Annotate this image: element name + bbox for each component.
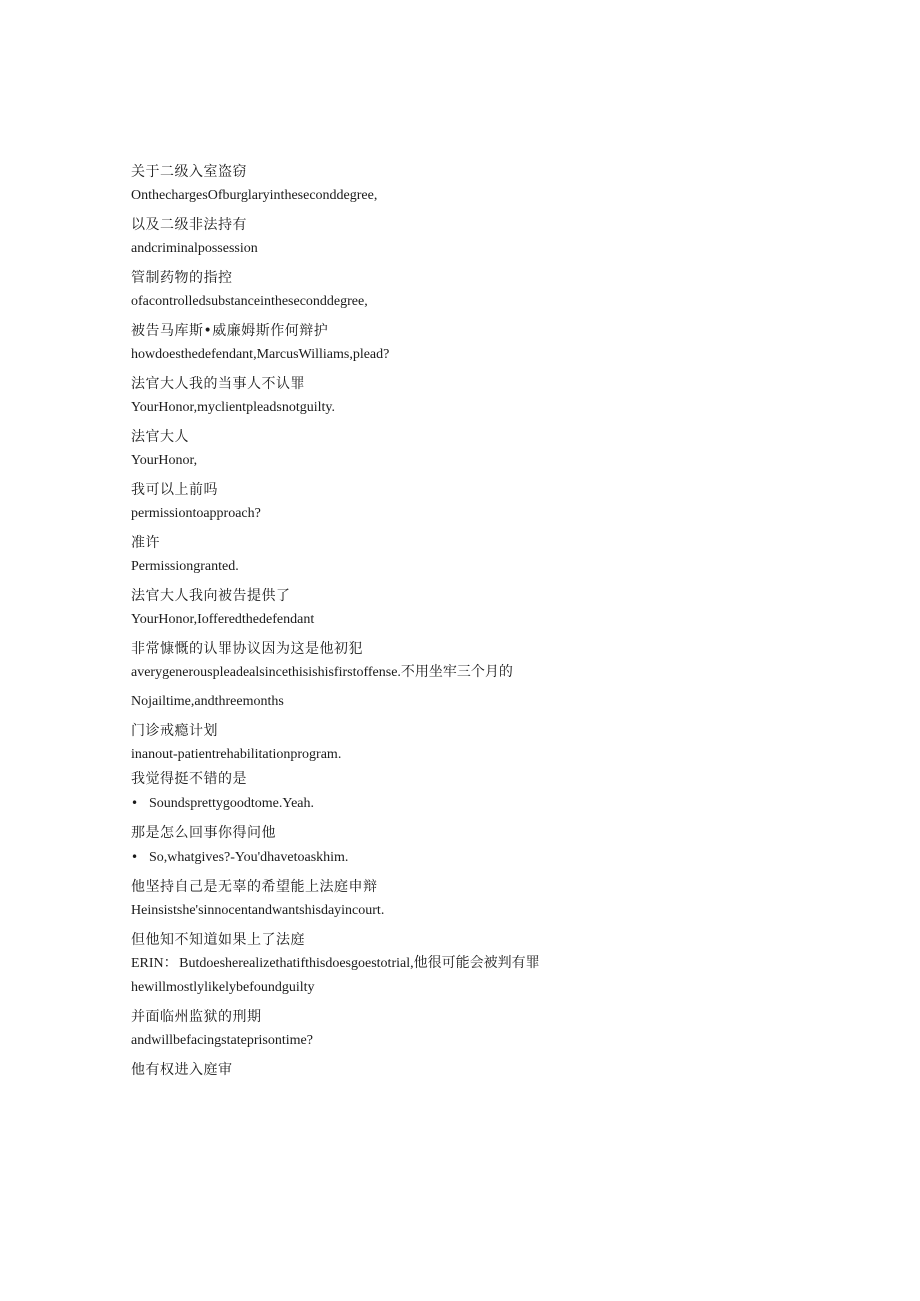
chinese-subtitle-line: 但他知不知道如果上了法庭 — [131, 932, 305, 948]
chinese-subtitle-line: 我觉得挺不错的是 — [131, 771, 247, 787]
english-subtitle-line: andcriminalpossession — [131, 241, 258, 256]
english-subtitle-line: howdoesthedefendant,MarcusWilliams,plead? — [131, 347, 390, 362]
english-subtitle-line: ofacontrolledsubstanceintheseconddegree, — [131, 294, 368, 309]
bullet-list-item — [131, 791, 571, 816]
chinese-subtitle-line: 被告马库斯•威廉姆斯作何辩护 — [131, 323, 329, 339]
bullet-icon: • — [131, 850, 139, 864]
english-subtitle-line: hewillmostlylikelybefoundguilty — [131, 980, 315, 995]
english-subtitle-line: ERIN： Butdoesherealizethatifthisdoesgoestotrial,他很可能会被判有罪 — [131, 956, 540, 971]
chinese-subtitle-line: 那是怎么回事你得问他 — [131, 825, 276, 841]
english-subtitle-line: andwillbefacingstateprisontime? — [131, 1033, 313, 1048]
english-subtitle-line: Heinsistshe'sinnocentandwantshisdayincourt. — [131, 903, 385, 918]
english-subtitle-line: Nojailtime,andthreemonths — [131, 694, 284, 709]
english-subtitle-line: inanout-patientrehabilitationprogram. — [131, 747, 342, 762]
english-subtitle-line: So,whatgives?-You'dhavetoaskhim. — [149, 850, 349, 865]
english-subtitle-line: averygenerouspleadealsincethisishisfirstoffense.不用坐牢三个月的 — [131, 665, 513, 680]
chinese-subtitle-line: 以及二级非法持有 — [131, 217, 247, 233]
chinese-subtitle-line: 非常慷慨的认罪协议因为这是他初犯 — [131, 641, 363, 657]
chinese-subtitle-line: 门诊戒瘾计划 — [131, 723, 218, 739]
english-subtitle-line: permissiontoapproach? — [131, 506, 261, 521]
bullet-icon: • — [131, 796, 139, 810]
chinese-subtitle-line: 法官大人我的当事人不认罪 — [131, 376, 305, 392]
bullet-list-item — [131, 845, 571, 870]
chinese-subtitle-line: 管制药物的指控 — [131, 270, 233, 286]
chinese-subtitle-line: 法官大人我向被告提供了 — [131, 588, 291, 604]
english-subtitle-line: YourHonor,Iofferedthedefendant — [131, 612, 315, 627]
english-subtitle-line: OnthechargesOfburglaryintheseconddegree, — [131, 188, 378, 203]
english-subtitle-line: YourHonor,myclientpleadsnotguilty. — [131, 400, 335, 415]
chinese-subtitle-line: 他坚持自己是无辜的希望能上法庭申辩 — [131, 879, 378, 895]
chinese-subtitle-line: 我可以上前吗 — [131, 482, 218, 498]
english-subtitle-line: Permissiongranted. — [131, 559, 239, 574]
chinese-subtitle-line: 关于二级入室盗窃 — [131, 164, 247, 180]
chinese-subtitle-line: 他有权进入庭审 — [131, 1062, 233, 1078]
chinese-subtitle-line: 法官大人 — [131, 429, 189, 445]
chinese-subtitle-line: 准许 — [131, 535, 160, 551]
chinese-subtitle-line: 并面临州监狱的刑期 — [131, 1009, 262, 1025]
english-subtitle-line: Soundsprettygoodtome.Yeah. — [149, 796, 315, 811]
transcript-body — [131, 160, 571, 1082]
english-subtitle-line: YourHonor, — [131, 453, 198, 468]
